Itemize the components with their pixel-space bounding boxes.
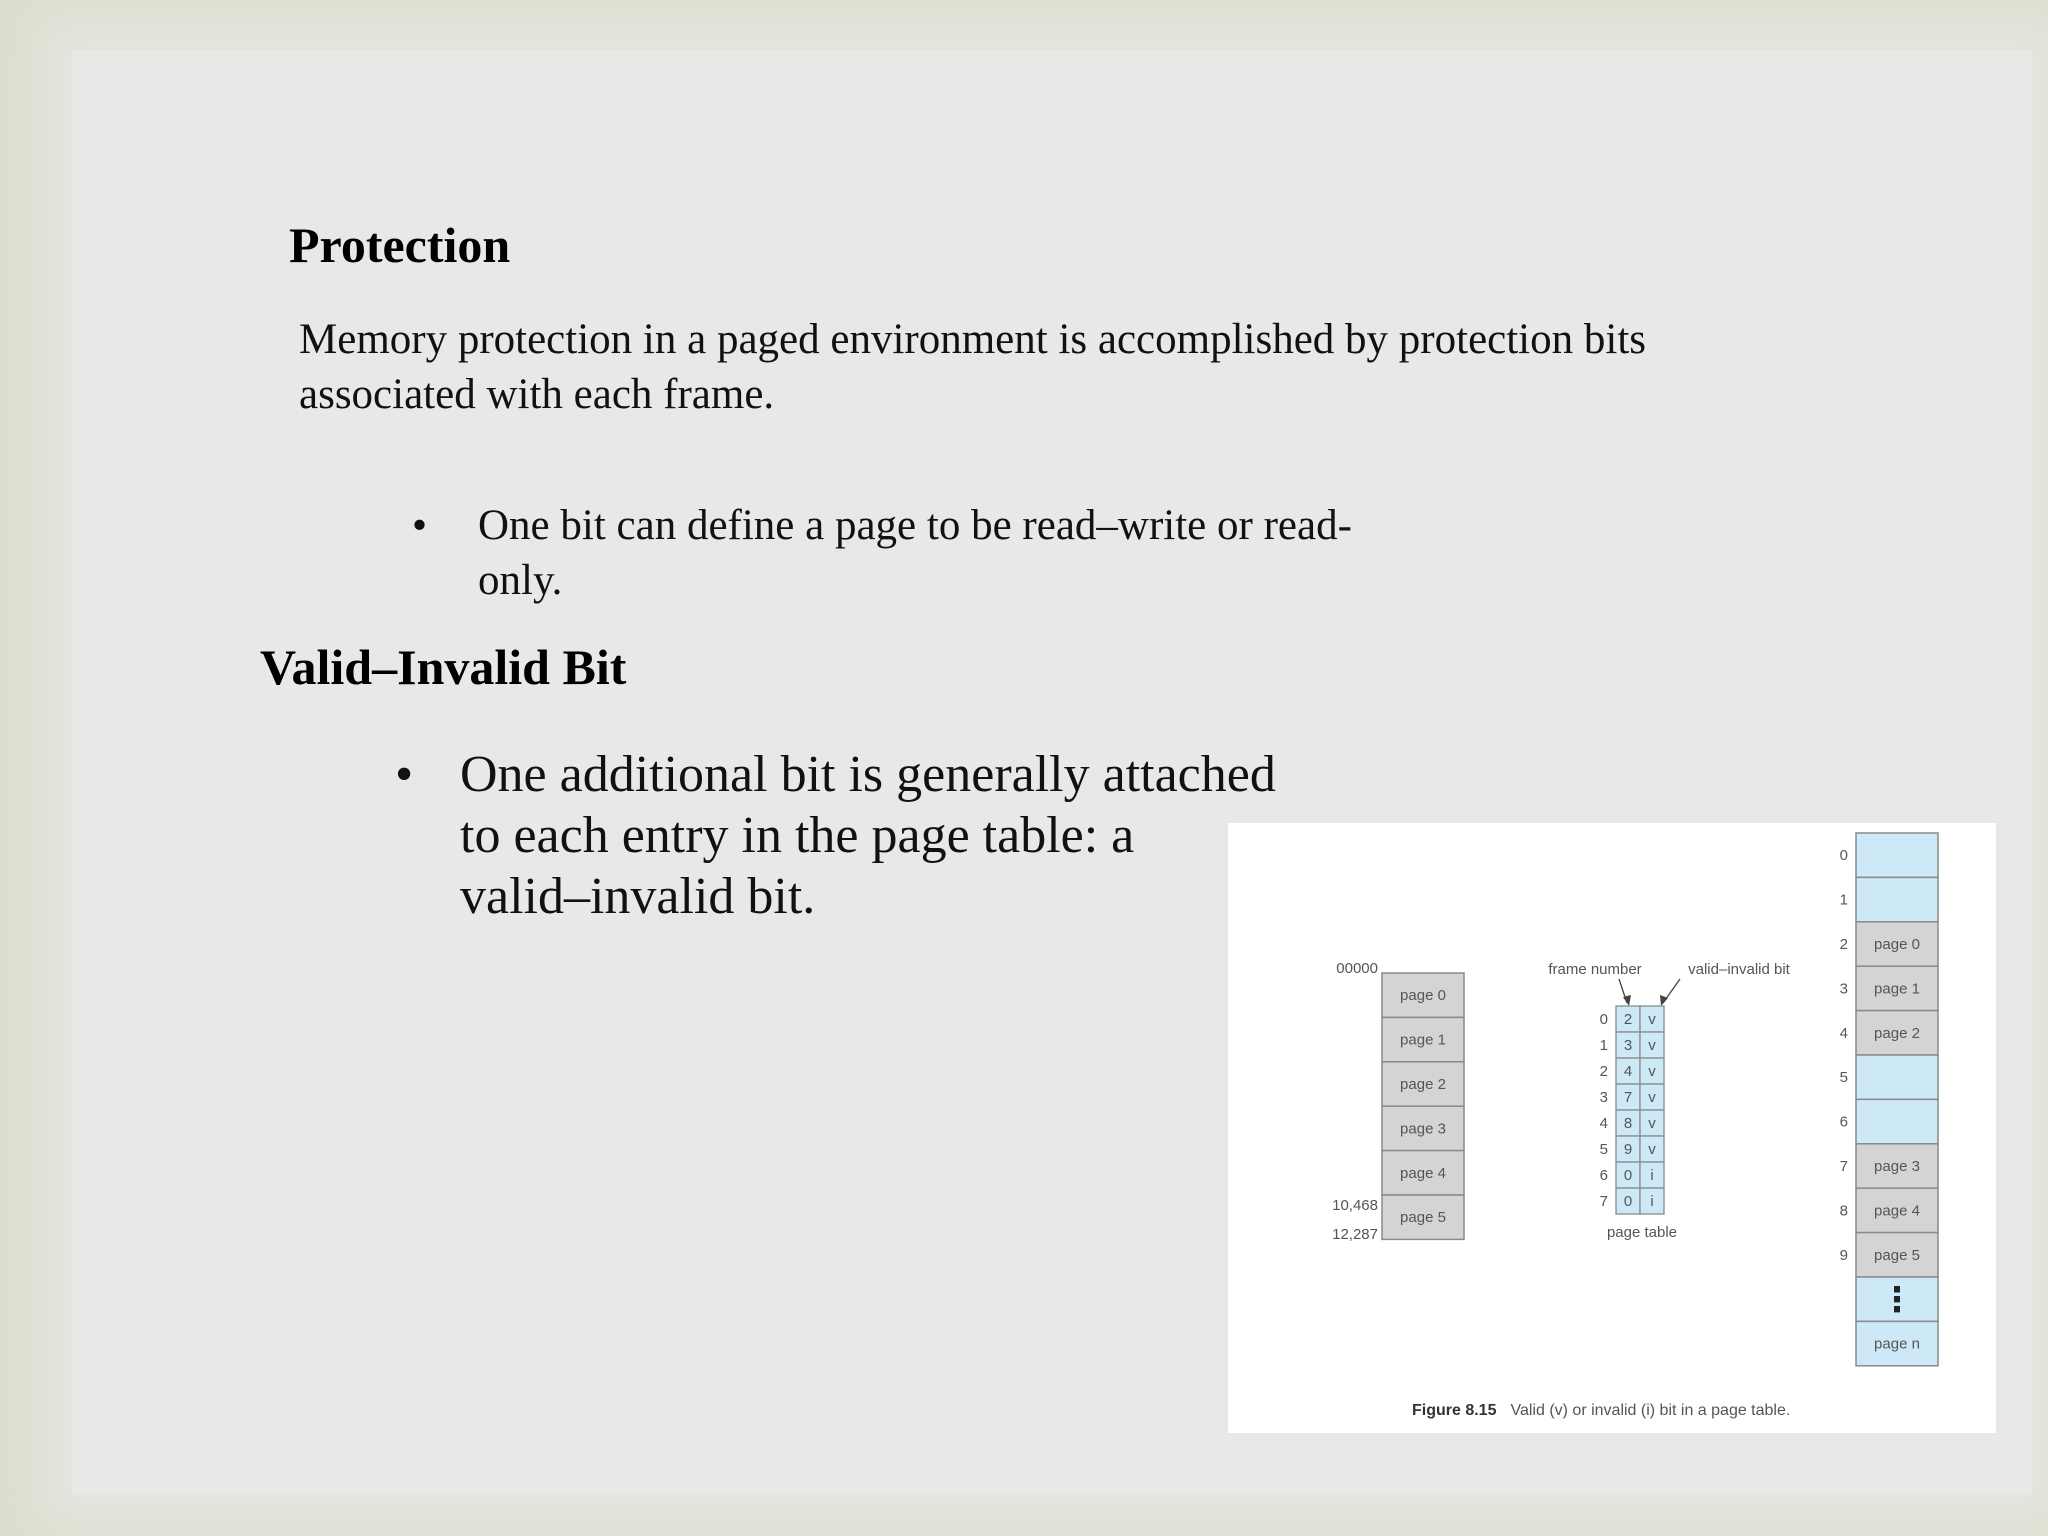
physical-frame-number: 6 [1839,1113,1848,1131]
logical-page-label: page 0 [1400,987,1446,1005]
figure-diagram [1228,823,1996,1433]
valid-invalid-bullet-line-2: to each entry in the page table: a [460,807,1135,864]
bullet-marker: • [412,502,428,549]
page-table [1548,961,1790,1241]
physical-last-frame-label: page n [1874,1335,1920,1353]
page-table-bit-value: i [1650,1193,1654,1210]
protection-paragraph-line-2: associated with each frame. [299,371,775,418]
physical-ellipsis: ⋮ [1880,1281,1914,1320]
page-table-frame-value: 9 [1623,1141,1633,1158]
page-table-bit-value: i [1650,1167,1654,1184]
physical-frame-content: page 4 [1874,1202,1920,1220]
physical-frame-cell [1856,1099,1938,1143]
protection-paragraph [299,312,1646,422]
protection-bullet-line-1: One bit can define a page to be read–write or read- [478,502,1352,549]
physical-frame-content: page 0 [1874,936,1920,953]
page-table-frame-value: 4 [1623,1063,1633,1080]
valid-invalid-bullet-line-1: One additional bit is generally attached [460,746,1276,803]
page-table-bit-value: v [1648,1089,1656,1106]
physical-frame-number: 8 [1839,1202,1848,1220]
page-table-bit-value: v [1648,1011,1656,1028]
physical-memory [1840,833,1938,1366]
address-10468: 10,468 [1332,1197,1378,1214]
frame-number-label: frame number [1548,961,1642,978]
protection-heading: Protection [289,217,511,273]
physical-frame-number: 2 [1839,936,1848,953]
logical-page-label: page 3 [1400,1120,1446,1138]
physical-frame-cell [1856,1055,1938,1099]
address-start: 00000 [1336,960,1378,977]
logical-page-label: page 2 [1400,1076,1446,1093]
protection-bullet-line-2: only. [478,557,563,604]
figure-caption-description: Valid (v) or invalid (i) bit in a page table. [1510,1402,1791,1419]
page-table-index: 2 [1599,1063,1608,1080]
page-table-bit-value: v [1648,1037,1656,1054]
valid-invalid-label: valid–invalid bit [1688,961,1790,978]
page-table-label: page table [1606,1224,1678,1241]
page-table-bit-value: v [1648,1063,1656,1080]
page-table-frame-value: 7 [1623,1089,1633,1106]
physical-frame-number: 7 [1839,1158,1848,1175]
logical-page-label: page 1 [1400,1031,1446,1049]
physical-frame-number: 1 [1839,891,1848,909]
physical-frame-content: page 3 [1874,1158,1920,1175]
physical-frame-content: page 1 [1874,980,1920,998]
page-table-index: 7 [1599,1193,1608,1210]
figure-caption [1412,1402,1790,1419]
page-table-index: 6 [1599,1167,1608,1184]
physical-frame-number: 3 [1839,980,1848,998]
bullet-marker: • [395,746,414,803]
page-table-frame-value: 0 [1623,1167,1633,1184]
page-table-bit-value: v [1648,1115,1656,1132]
valid-invalid-heading: Valid–Invalid Bit [260,639,627,695]
page-table-index: 5 [1599,1141,1608,1158]
physical-frame-content: page 5 [1874,1246,1920,1264]
figure-caption-text [1412,1402,1790,1419]
page-table-index: 0 [1599,1011,1608,1028]
physical-frame-number: 9 [1839,1246,1848,1264]
physical-frame-number: 5 [1839,1069,1848,1087]
page-table-frame-value: 8 [1623,1115,1633,1132]
physical-frame-cell [1856,833,1938,877]
page-table-frame-value: 2 [1623,1011,1633,1028]
physical-frame-number: 4 [1839,1024,1848,1042]
physical-frame-number: 0 [1839,847,1848,865]
page-table-frame-value: 0 [1623,1193,1633,1210]
protection-paragraph-line-1: Memory protection in a paged environment is accomplished by protection bits [299,316,1647,363]
page-table-frame-value: 3 [1623,1037,1633,1054]
logical-page-label: page 4 [1400,1164,1446,1182]
figure-caption-label: Figure 8.15 [1412,1402,1497,1419]
physical-frame-content: page 2 [1874,1024,1920,1042]
page-table-bit-value: v [1648,1141,1656,1158]
logical-memory [1332,960,1464,1243]
page-table-index: 3 [1599,1089,1608,1106]
address-12287: 12,287 [1332,1226,1378,1243]
valid-invalid-bullet-line-3: valid–invalid bit. [460,868,816,925]
logical-page-label: page 5 [1400,1209,1446,1227]
protection-bullet [412,498,1512,618]
physical-frame-cell [1856,877,1938,921]
page-table-index: 4 [1599,1115,1608,1132]
page-table-index: 1 [1599,1037,1608,1054]
figure-8-15 [1228,823,1996,1433]
